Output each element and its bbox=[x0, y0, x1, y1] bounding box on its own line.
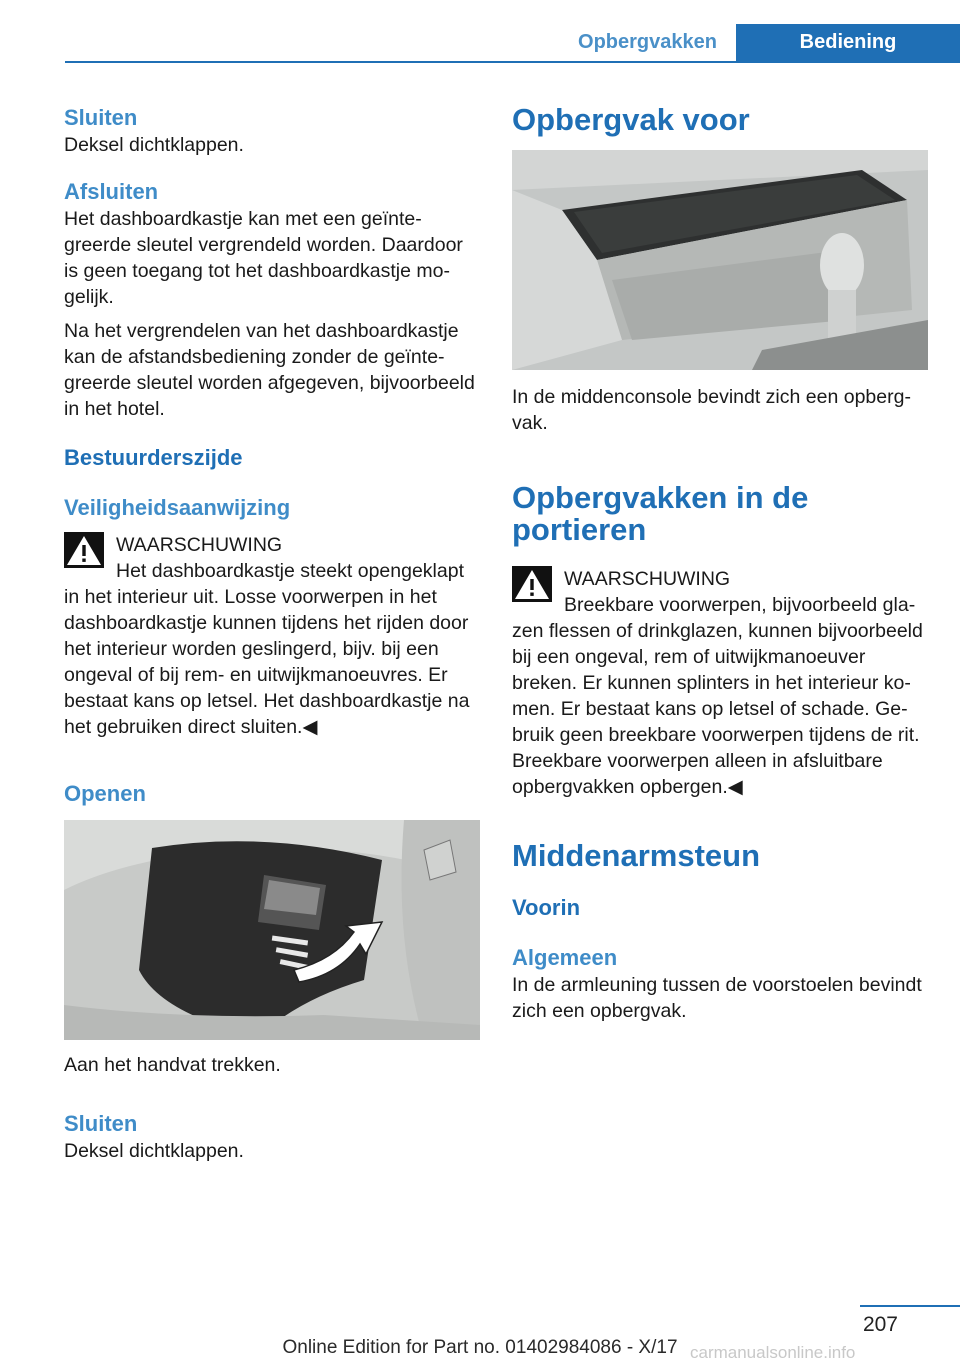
left-column bbox=[64, 100, 482, 1164]
heading-afsluiten: Afsluiten bbox=[64, 179, 159, 204]
heading-veiligheidsaanwijzing: Veiligheidsaanwijzing bbox=[64, 495, 291, 520]
glovebox-photo bbox=[64, 820, 480, 1040]
warning-label-2: WAARSCHUWING bbox=[564, 568, 731, 590]
opbergvak-voor-caption: In de middenconsole bevindt zich een opbergvak. bbox=[512, 386, 911, 434]
algemeen-text: In de armleuning tussen de voorstoelen bevindt zich een opbergvak. bbox=[512, 974, 922, 1022]
heading-middenarmsteun: Middenarmsteun bbox=[512, 838, 761, 873]
sluiten-text: Deksel dichtklappen. bbox=[64, 134, 244, 156]
warning-text-2: Breekbare voorwerpen, bijvoorbeeld glazen flessen of drinkglazen, kunnen bijvoorbeeld bij een ongeval, rem of uitwijkmanoeuver breken. Er kunnen splinters in het interieur komen. Er bestaat kans op letsel of schade. Gebruik geen breekbare voorwerpen tijdens de rit. Breekbare voorwerpen alleen in afsluitbare opbergvakken opbergen.◀ bbox=[512, 594, 923, 798]
header-tab-section[interactable]: Opbergvakken bbox=[578, 31, 717, 53]
afsluiten-paragraph-2: Na het vergrendelen van het dashboardkastje kan de afstandsbediening zonder de geïntegreerde sleutel worden afgegeven, bijvoorbeeld in het hotel. bbox=[64, 320, 475, 420]
heading-sluiten-2: Sluiten bbox=[64, 1111, 138, 1136]
sluiten-text-2: Deksel dichtklappen. bbox=[64, 1140, 244, 1162]
openen-caption: Aan het handvat trekken. bbox=[64, 1054, 281, 1076]
heading-bestuurderszijde: Bestuurderszijde bbox=[64, 445, 243, 470]
warning-block-2 bbox=[512, 566, 930, 800]
footer-edition: Online Edition for Part no. 01402984086 - X/17 bbox=[282, 1337, 678, 1358]
footer-rule bbox=[860, 1305, 960, 1307]
heading-portieren: Opbergvakken in de portieren bbox=[512, 480, 809, 547]
afsluiten-paragraph-1: Het dashboardkastje kan met een geïntegreerde sleutel vergrendeld worden. Daardoor is geen toegang tot het dashboardkastje mogelijk. bbox=[64, 208, 463, 308]
heading-voorin: Voorin bbox=[512, 895, 581, 920]
heading-openen: Openen bbox=[64, 781, 146, 806]
warning-triangle-icon bbox=[64, 532, 104, 568]
warning-label: WAARSCHUWING bbox=[116, 534, 283, 556]
center-console-photo bbox=[512, 150, 928, 370]
heading-opbergvak-voor: Opbergvak voor bbox=[512, 102, 750, 137]
header-tab-chapter[interactable]: Bediening bbox=[736, 24, 960, 61]
header-rule bbox=[65, 61, 960, 63]
warning-text: Het dashboardkastje steekt opengeklapt in het interieur uit. Losse voorwerpen in het dashboardkastje kunnen tijdens het rijden door het interieur worden geslingerd, bijv. bij een ongeval of bij rem- en uitwijkmanoeuvres. Er bestaat kans op letsel. Het dashboardkastje na het gebruiken direct sluiten.◀ bbox=[64, 560, 470, 738]
right-column bbox=[512, 100, 930, 1024]
warning-block bbox=[64, 532, 482, 740]
heading-sluiten: Sluiten bbox=[64, 105, 138, 130]
warning-triangle-icon bbox=[512, 566, 552, 602]
watermark: carmanualsonline.info bbox=[690, 1343, 856, 1362]
page-number: 207 bbox=[862, 1313, 898, 1336]
heading-algemeen: Algemeen bbox=[512, 945, 618, 970]
